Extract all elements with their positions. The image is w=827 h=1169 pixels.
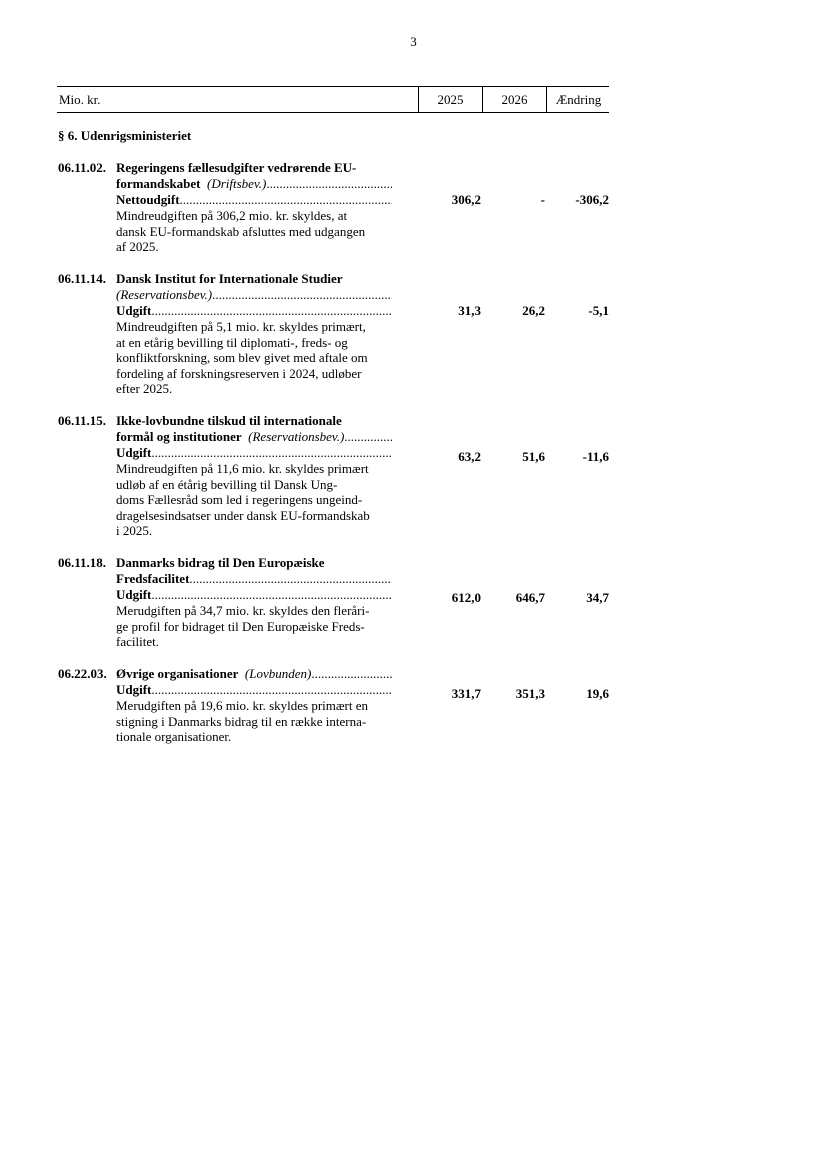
appropriation-type: (Reservationsbev.) xyxy=(116,287,213,302)
entry-body xyxy=(116,666,392,745)
value-2026: 26,2 xyxy=(522,303,545,318)
note-line: Merudgiften på 19,6 mio. kr. skyldes primært en xyxy=(116,698,369,713)
table-header xyxy=(57,86,609,113)
budget-entry xyxy=(58,666,610,746)
entry-body xyxy=(116,555,392,650)
note-line: i 2025. xyxy=(116,523,153,538)
measure-label: Udgift xyxy=(116,303,152,318)
note-line: konfliktforskning, som blev givet med aftale om xyxy=(116,350,368,365)
note-line: Merudgiften på 34,7 mio. kr. skyldes den fleråri- xyxy=(116,603,370,618)
budget-entry xyxy=(58,271,610,399)
measure-label: Udgift xyxy=(116,587,152,602)
section-title: § 6. Udenrigsministeriet xyxy=(58,128,192,143)
note-line: af 2025. xyxy=(116,239,159,254)
note-line: ge profil for bidraget til Den Europæiske Freds- xyxy=(116,618,365,634)
appropriation-type: (Lovbunden) xyxy=(244,666,312,681)
column-header-change: Ændring xyxy=(546,87,610,112)
value-2025: 31,3 xyxy=(458,303,481,318)
entry-title-line: Fredsfacilitet xyxy=(116,571,190,586)
measure-label: Udgift xyxy=(116,445,152,460)
account-code: 06.11.14. xyxy=(58,271,107,286)
entry-note xyxy=(116,698,392,745)
note-line: doms Fællesråd som led i regeringens ungeind- xyxy=(116,492,363,507)
entry-title-line: Øvrige organisationer xyxy=(116,666,239,681)
value-change: 19,6 xyxy=(586,686,609,701)
budget-entry xyxy=(58,160,610,260)
budget-entry xyxy=(58,413,610,541)
note-line: Mindreudgiften på 11,6 mio. kr. skyldes primært xyxy=(116,461,369,476)
value-change: 34,7 xyxy=(586,590,609,605)
value-2025: 331,7 xyxy=(451,686,481,701)
page-number: 3 xyxy=(410,34,417,49)
entry-title-line: formål og institutioner xyxy=(116,429,242,444)
note-line: fordeling af forskningsreserven i 2024, udløber xyxy=(116,365,362,381)
entry-title-line: Danmarks bidrag til Den Europæiske xyxy=(116,555,325,570)
value-2025: 63,2 xyxy=(458,449,481,464)
appropriation-type: (Reservationsbev.) xyxy=(248,429,345,444)
budget-entry xyxy=(58,555,610,651)
value-2026: 51,6 xyxy=(522,449,545,464)
note-line: efter 2025. xyxy=(116,381,173,396)
value-2026: - xyxy=(540,192,545,207)
note-line: stigning i Danmarks bidrag til en række interna- xyxy=(116,713,367,729)
entry-title-line: Ikke-lovbundne tilskud til internationale xyxy=(116,413,342,428)
note-line: udløb af en étårig bevilling til Dansk Ung- xyxy=(116,476,338,492)
note-line: dragelsesindsatser under dansk EU-formandskab xyxy=(116,507,370,523)
value-2025: 306,2 xyxy=(451,192,481,207)
note-line: Mindreudgiften på 306,2 mio. kr. skyldes, at xyxy=(116,208,348,223)
account-code: 06.11.02. xyxy=(58,160,107,175)
entry-body xyxy=(116,160,392,255)
entry-note xyxy=(116,319,392,397)
value-2026: 646,7 xyxy=(515,590,545,605)
note-line: facilitet. xyxy=(116,634,159,649)
entry-title-line: formandskabet xyxy=(116,176,201,191)
note-line: tionale organisationer. xyxy=(116,729,232,744)
note-line: at en etårig bevilling til diplomati-, freds- og xyxy=(116,334,348,350)
entry-note xyxy=(116,461,392,539)
appropriation-type: (Driftsbev.) xyxy=(207,176,267,191)
note-line: dansk EU-formandskab afsluttes med udgangen xyxy=(116,223,366,239)
account-code: 06.11.15. xyxy=(58,413,107,428)
column-header-2025: 2025 xyxy=(418,87,482,112)
value-2025: 612,0 xyxy=(451,590,481,605)
value-2026: 351,3 xyxy=(515,686,545,701)
account-code: 06.11.18. xyxy=(58,555,107,570)
column-header-2026: 2026 xyxy=(482,87,546,112)
value-change: -306,2 xyxy=(575,192,609,207)
entry-title-line: Regeringens fællesudgifter vedrørende EU- xyxy=(116,160,357,175)
account-code: 06.22.03. xyxy=(58,666,107,681)
value-change: -5,1 xyxy=(588,303,609,318)
entry-note xyxy=(116,603,392,650)
entry-note xyxy=(116,208,392,255)
entry-title-line: Dansk Institut for Internationale Studier xyxy=(116,271,343,286)
value-change: -11,6 xyxy=(582,449,609,464)
unit-label: Mio. kr. xyxy=(59,92,101,107)
note-line: Mindreudgiften på 5,1 mio. kr. skyldes primært, xyxy=(116,319,366,334)
measure-label: Udgift xyxy=(116,682,152,697)
entry-body xyxy=(116,413,392,539)
measure-label: Nettoudgift xyxy=(116,192,180,207)
entry-body xyxy=(116,271,392,397)
